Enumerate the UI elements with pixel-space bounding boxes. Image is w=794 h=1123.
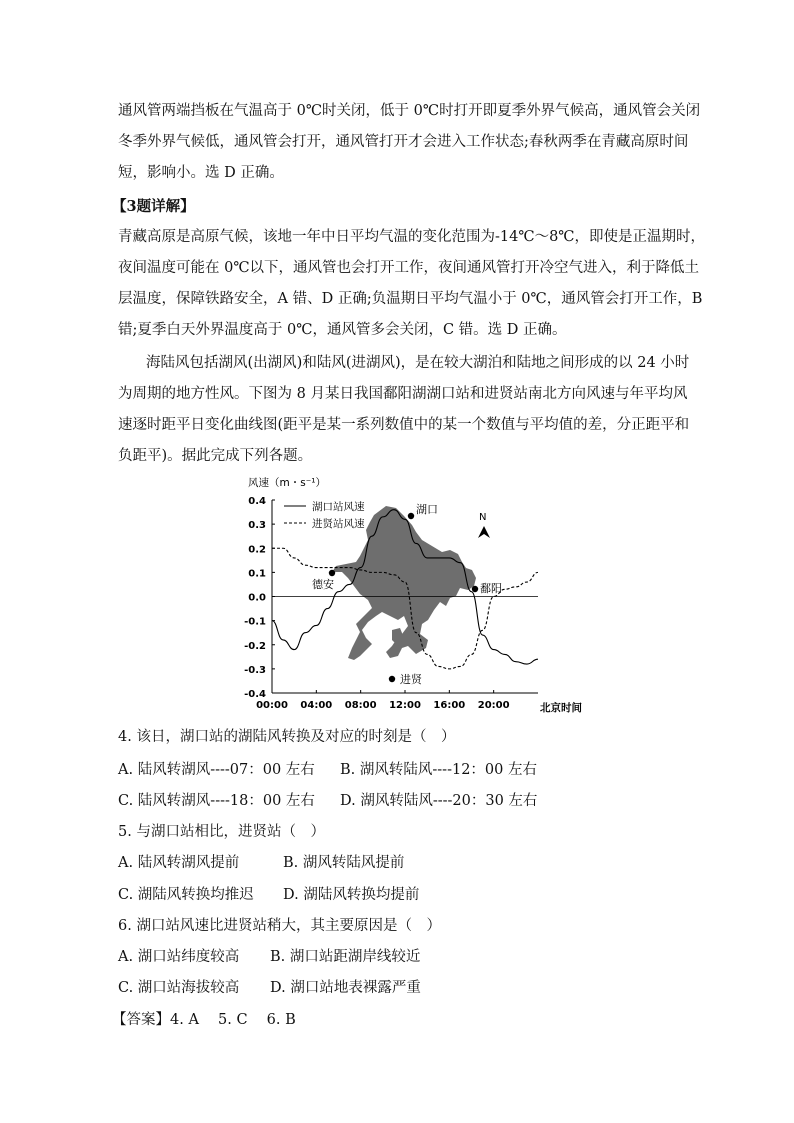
x-tick-label: 20:00 xyxy=(477,700,510,711)
q6-option-c[interactable]: C. 湖口站海拔较高 xyxy=(118,980,240,996)
hukou-station-dot xyxy=(408,513,414,519)
y-tick-label: -0.2 xyxy=(244,640,266,652)
q5-option-d[interactable]: D. 湖陆风转换均提前 xyxy=(283,887,420,903)
x-axis-label: 北京时间 xyxy=(540,702,582,714)
text-line: 错;夏季白天外界温度高于 0℃，通风管多会关闭，C 错。选 D 正确。 xyxy=(118,322,567,338)
paragraph-q3-explanation xyxy=(118,222,706,346)
q4-option-a[interactable]: A. 陆风转湖风----07：00 左右 xyxy=(118,762,315,778)
wind-speed-chart xyxy=(236,470,596,720)
x-tick-label: 08:00 xyxy=(344,700,377,711)
question-6-stem: 6. 湖口站风速比进贤站稍大，其主要原因是（ ） xyxy=(118,918,441,934)
jinxian-station-dot xyxy=(389,676,395,682)
jinxian-label: 进贤 xyxy=(400,673,422,686)
q4-option-c[interactable]: C. 陆风转湖风----18：00 左右 xyxy=(118,793,315,809)
x-tick-label: 04:00 xyxy=(300,700,333,711)
text-line: 负距平)。据此完成下列各题。 xyxy=(118,448,313,464)
q5-option-a[interactable]: A. 陆风转湖风提前 xyxy=(118,855,240,871)
poyang-station-dot xyxy=(472,586,478,592)
text-line: 海陆风包括湖风(出湖风)和陆风(进湖风)，是在较大湖泊和陆地之间形成的以 24 小时 xyxy=(146,355,690,371)
legend-jinxian-label: 进贤站风速 xyxy=(312,518,365,530)
text-line: 层温度，保障铁路安全，A 错、D 正确;负温期日平均气温小于 0℃，通风管会打开工作，B xyxy=(118,291,703,307)
y-tick-label: 0.2 xyxy=(248,544,266,556)
x-tick-label: 12:00 xyxy=(389,700,421,711)
q4-option-b[interactable]: B. 湖风转陆风----12：00 左右 xyxy=(340,762,537,778)
text-line: 为周期的地方性风。下图为 8 月某日我国鄱阳湖湖口站和进贤站南北方向风速与年平均风 xyxy=(118,386,688,402)
y-axis-label: 风速（m・s⁻¹） xyxy=(248,477,326,489)
dean-station-dot xyxy=(329,570,335,576)
north-arrow-icon xyxy=(478,526,490,538)
x-tick-label: 16:00 xyxy=(433,700,466,711)
legend-hukou-label: 湖口站风速 xyxy=(312,501,365,513)
answer-line: 【答案】4. A 5. C 6. B xyxy=(112,1012,296,1028)
text-line: 通风管两端挡板在气温高于 0℃时关闭，低于 0℃时打开即夏季外界气候高，通风管会关闭 xyxy=(118,103,701,119)
text-line: 青藏高原是高原气候，该地一年中日平均气温的变化范围为-14℃～8℃，即使是正温期时， xyxy=(118,229,706,245)
y-tick-label: 0.3 xyxy=(248,520,266,532)
y-tick-label: -0.1 xyxy=(244,616,266,628)
hukou-label: 湖口 xyxy=(416,503,438,516)
chart-legend xyxy=(284,500,365,530)
q5-option-b[interactable]: B. 湖风转陆风提前 xyxy=(283,855,405,871)
text-line: 短，影响小。选 D 正确。 xyxy=(118,165,284,181)
q4-option-d[interactable]: D. 湖风转陆风----20：30 左右 xyxy=(340,793,538,809)
y-tick-label: -0.4 xyxy=(244,689,266,700)
y-tick-label: -0.3 xyxy=(244,664,266,676)
question-4-stem: 4. 该日，湖口站的湖陆风转换及对应的时刻是（ ） xyxy=(118,729,456,745)
q6-option-b[interactable]: B. 湖口站距湖岸线较近 xyxy=(270,949,421,965)
section-3-title xyxy=(112,191,672,222)
text-line: 速逐时距平日变化曲线图(距平是某一系列数值中的某一个数值与平均值的差，分正距平和 xyxy=(118,417,690,433)
section-title-text: 【3题详解】 xyxy=(112,198,195,215)
north-label: N xyxy=(479,512,487,523)
question-5-stem: 5. 与湖口站相比，进贤站（ ） xyxy=(118,824,325,840)
poyang-label: 鄱阳 xyxy=(480,582,502,595)
q6-option-a[interactable]: A. 湖口站纬度较高 xyxy=(118,949,240,965)
q5-option-c[interactable]: C. 湖陆风转换均推迟 xyxy=(118,887,254,903)
dean-label: 德安 xyxy=(312,578,334,591)
y-tick-label: 0.1 xyxy=(248,568,266,580)
y-tick-label: 0.4 xyxy=(248,496,266,507)
text-line: 夜间温度可能在 0℃以下，通风管也会打开工作，夜间通风管打开冷空气进入，利于降低土 xyxy=(118,260,700,276)
paragraph-vent-explanation xyxy=(118,96,701,189)
q6-option-d[interactable]: D. 湖口站地表裸露严重 xyxy=(270,980,421,996)
paragraph-lake-breeze-intro xyxy=(118,348,690,472)
y-tick-label: 0.0 xyxy=(248,592,266,604)
x-tick-label: 00:00 xyxy=(256,700,288,711)
text-line: 冬季外界气候低，通风管会打开，通风管打开才会进入工作状态;春秋两季在青藏高原时间 xyxy=(118,134,689,150)
